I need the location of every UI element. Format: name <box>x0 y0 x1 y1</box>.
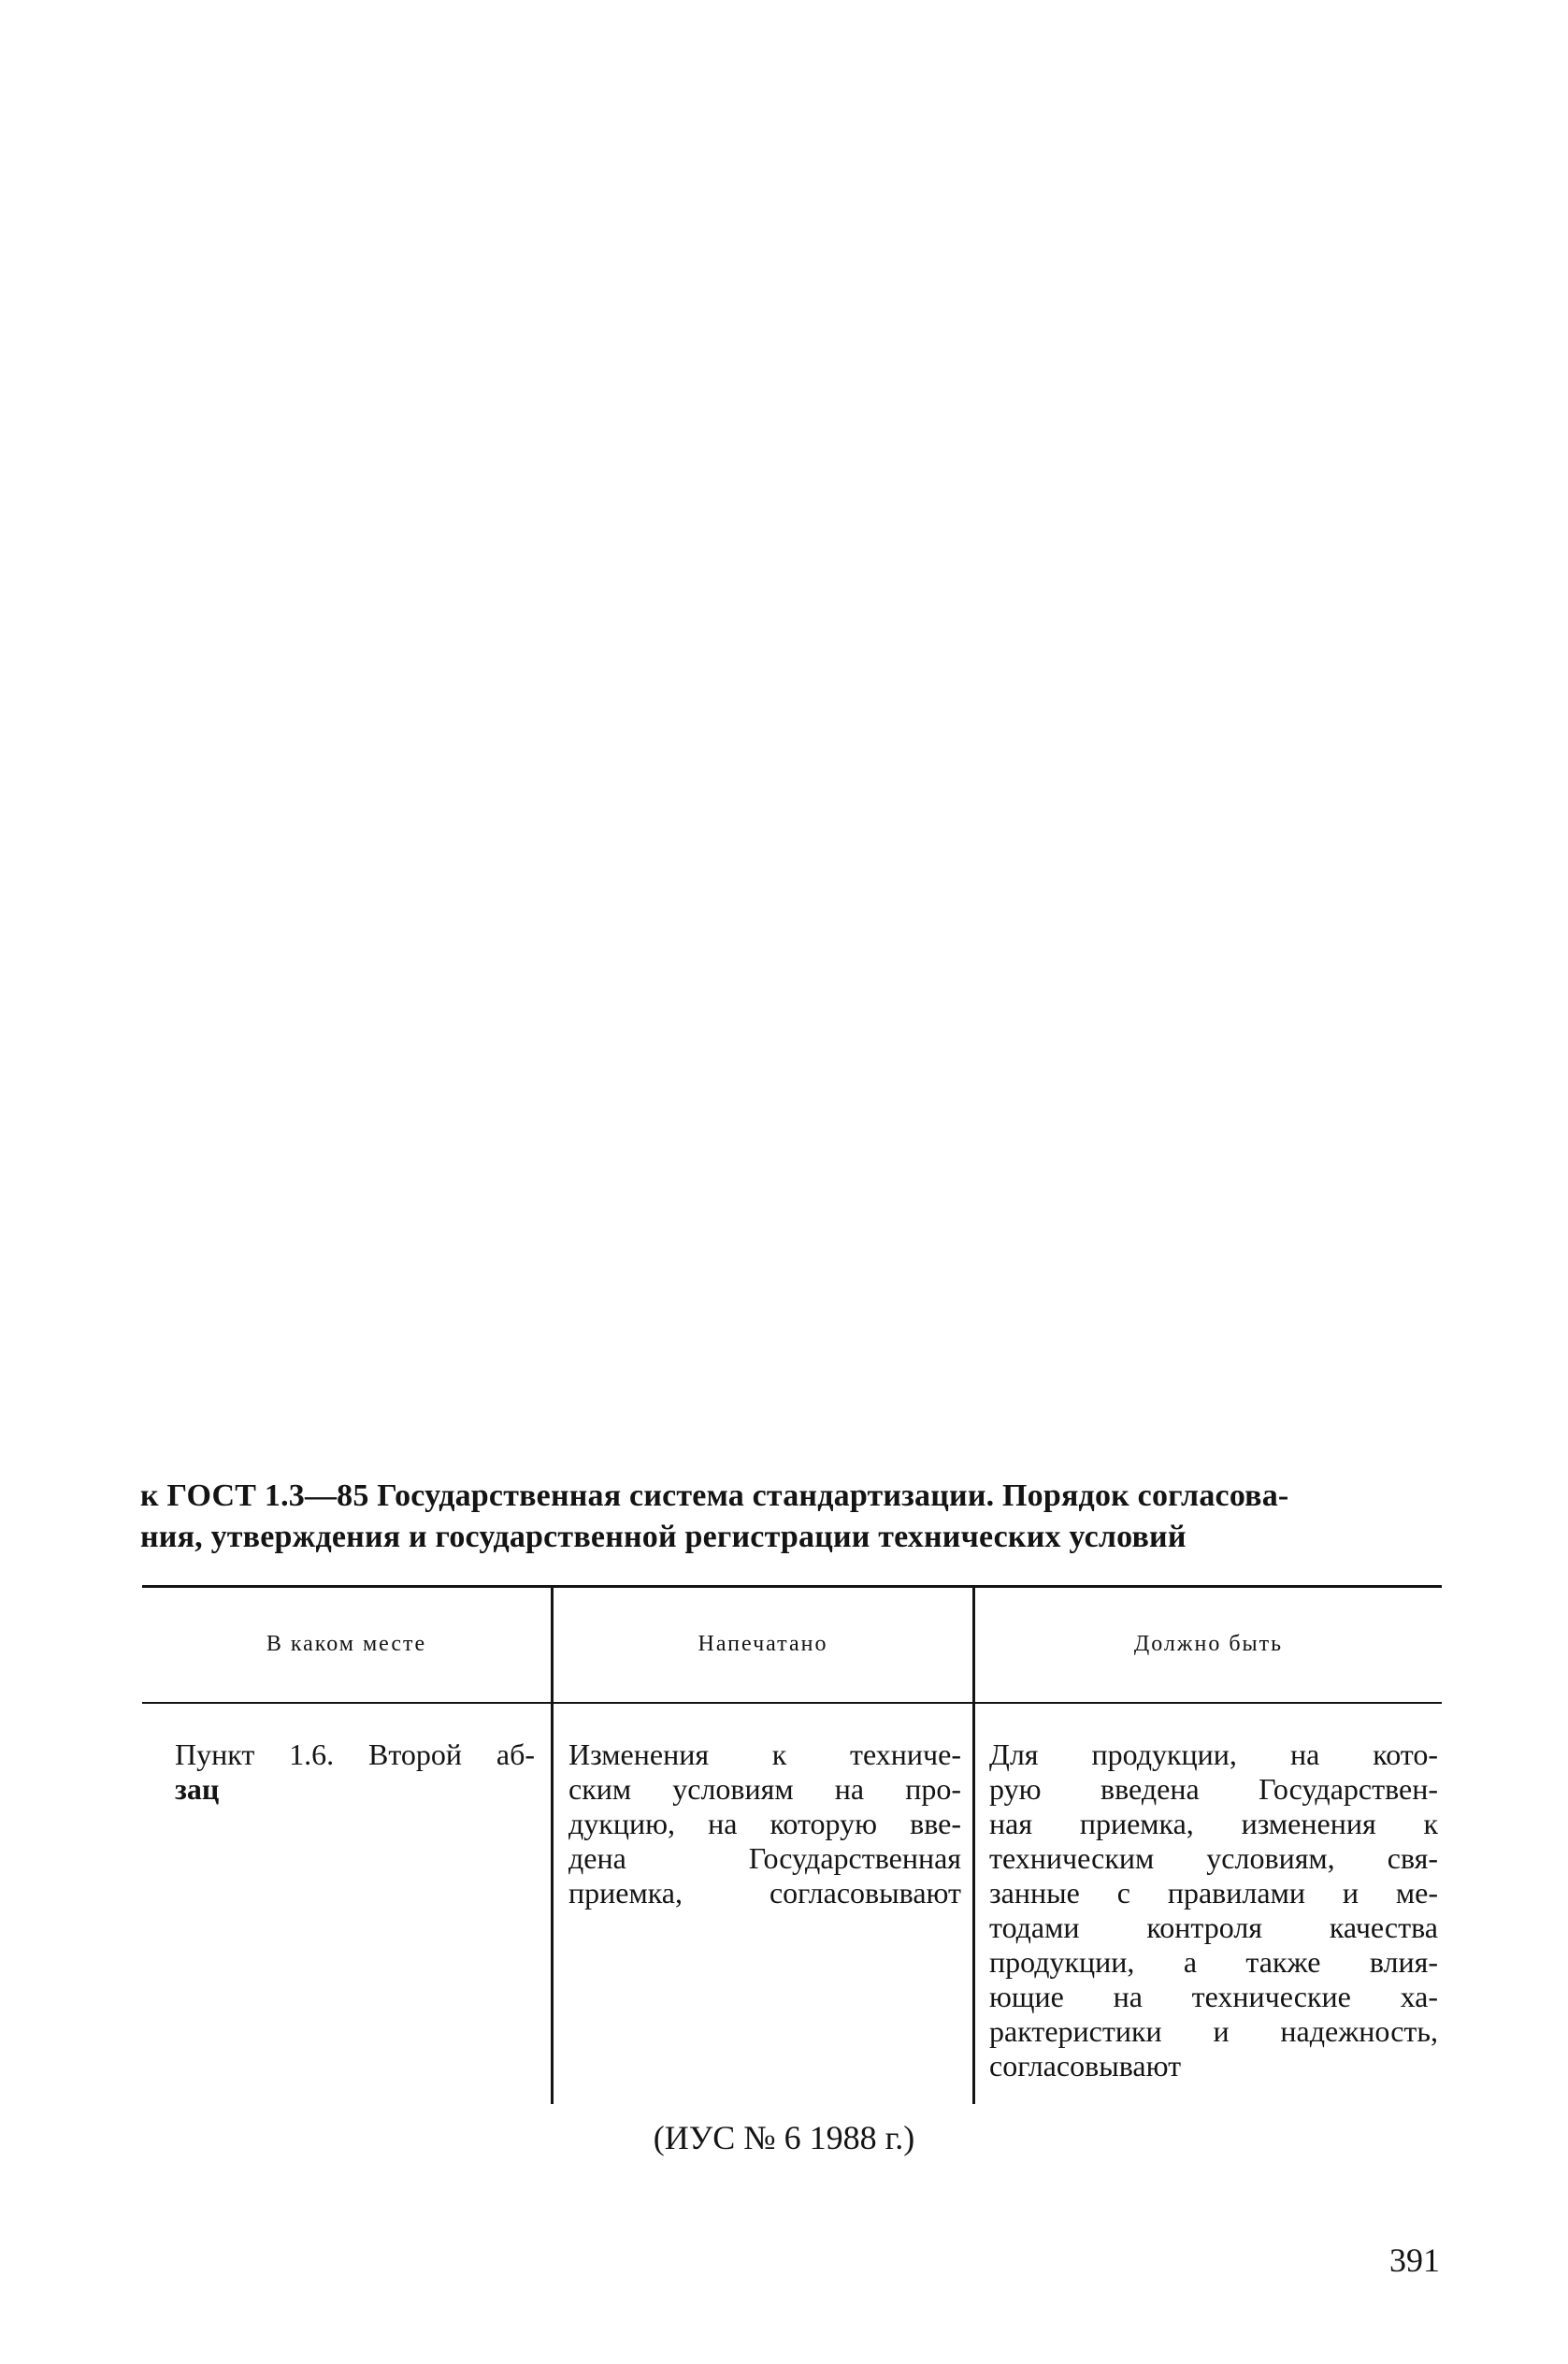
should-be-line: техническим условиям, свя- <box>989 1841 1438 1875</box>
document-heading <box>140 1476 1449 1558</box>
cell-where <box>175 1737 535 1807</box>
column-divider-1 <box>551 1585 554 2104</box>
printed-line: приемка, согласовывают <box>568 1876 961 1910</box>
printed-line: Изменения к техниче- <box>568 1737 961 1771</box>
should-be-line: ная приемка, изменения к <box>989 1807 1438 1840</box>
where-line: зац <box>175 1772 220 1806</box>
should-be-line: согласовывают <box>989 2049 1182 2083</box>
source-reference: (ИУС № 6 1988 г.) <box>653 2119 915 2156</box>
printed-line: ским условиям на про- <box>568 1772 961 1806</box>
table-header-rule <box>142 1702 1442 1704</box>
header-where: В каком месте <box>266 1632 427 1656</box>
column-divider-2 <box>972 1585 975 2104</box>
table-top-rule <box>142 1585 1442 1588</box>
corrections-table <box>142 1585 1442 2104</box>
printed-line: дена Государственная <box>568 1841 961 1875</box>
where-line: Пункт 1.6. Второй аб- <box>175 1737 535 1771</box>
header-printed: Напечатано <box>698 1632 828 1656</box>
should-be-line: занные с правилами и ме- <box>989 1876 1438 1910</box>
should-be-line: тодами контроля качества <box>989 1910 1438 1944</box>
heading-line-2: ния, утверждения и государственной регистрации технических условий <box>140 1520 1187 1554</box>
should-be-line: рактеристики и надежность, <box>989 2014 1438 2048</box>
cell-printed <box>568 1737 961 1910</box>
should-be-line: ющие на технические ха- <box>989 1980 1438 2013</box>
printed-line: дукцию, на которую вве- <box>568 1807 961 1840</box>
should-be-line: продукции, а также влия- <box>989 1945 1438 1979</box>
should-be-line: Для продукции, на кото- <box>989 1737 1438 1771</box>
page-number: 391 <box>1389 2241 1440 2279</box>
should-be-line: рую введена Государствен- <box>989 1772 1438 1806</box>
header-should-be: Должно быть <box>1133 1632 1284 1656</box>
cell-should-be <box>989 1737 1438 2083</box>
heading-line-1: к ГОСТ 1.3—85 Государственная система стандартизации. Порядок согласова- <box>140 1478 1289 1513</box>
